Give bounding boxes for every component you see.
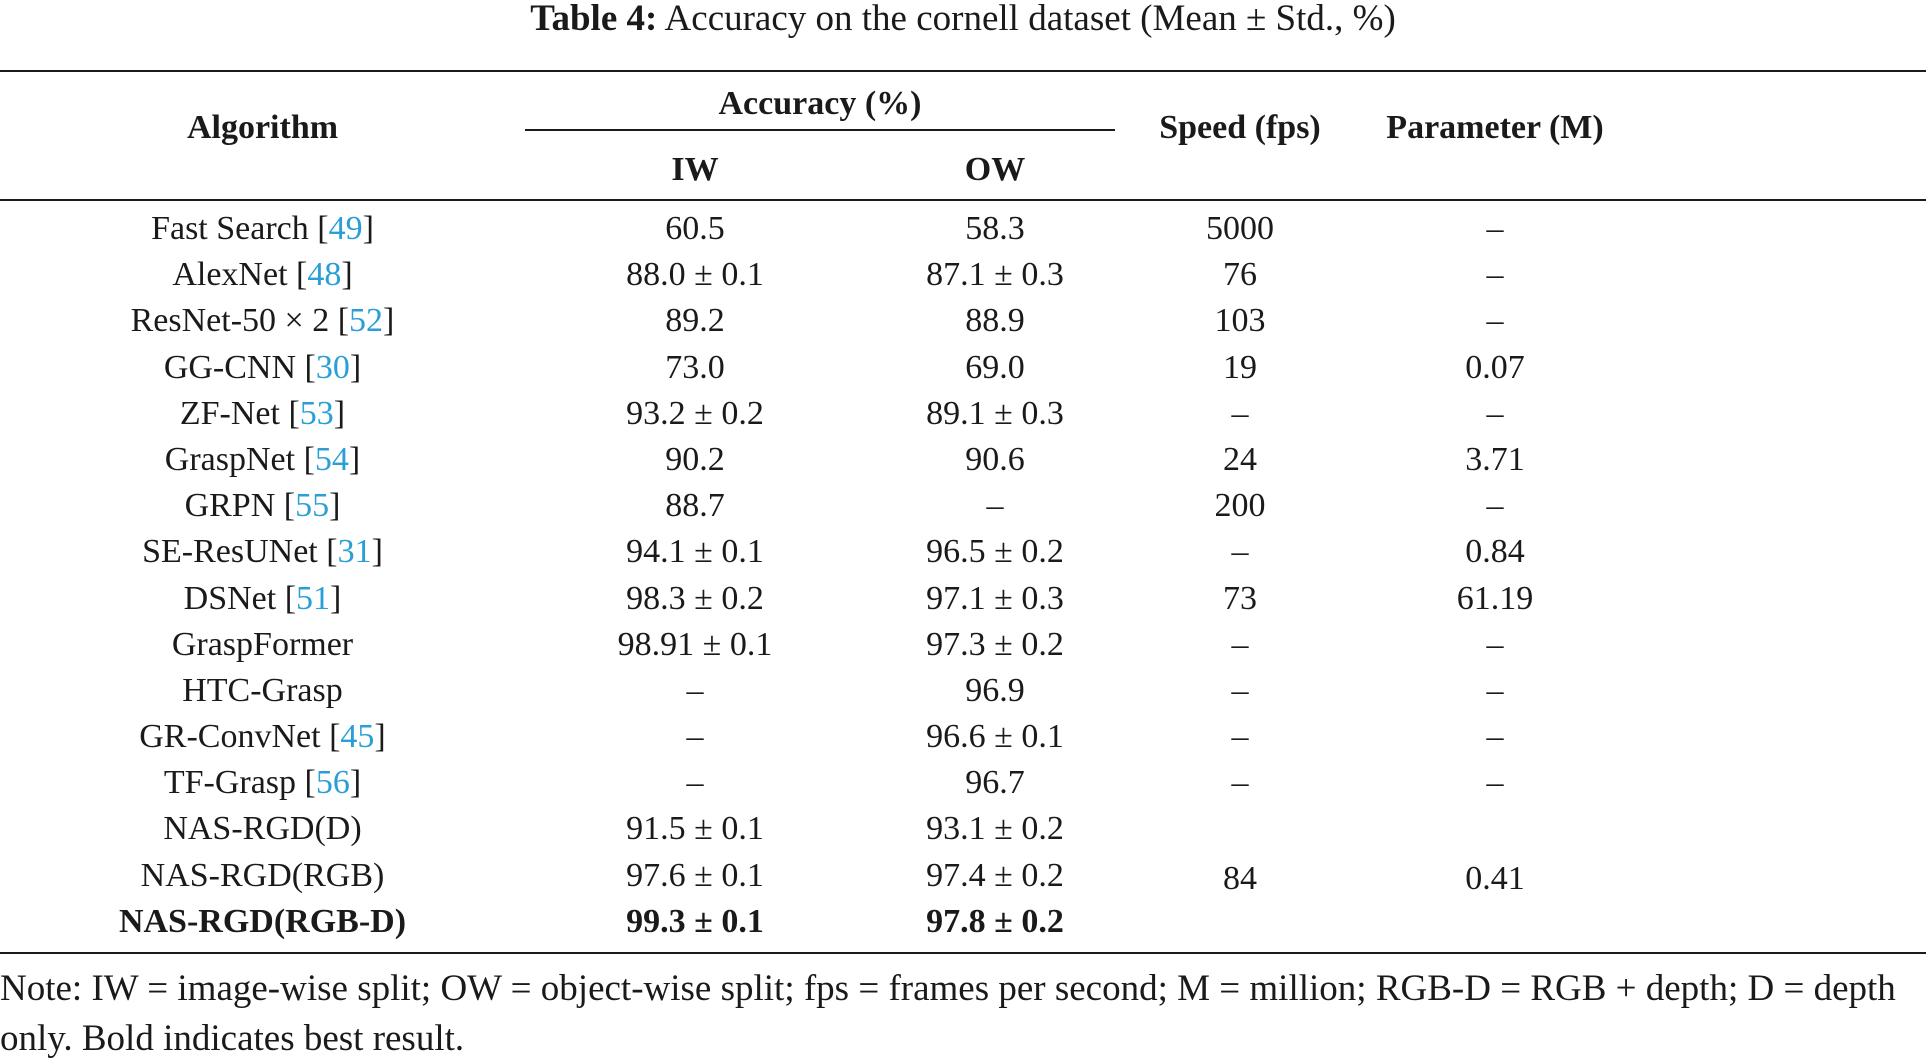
table-row	[0, 529, 1926, 575]
bracket-close: ]	[333, 394, 346, 432]
algorithm-name: GR-ConvNet	[139, 718, 321, 756]
iw-cell: 98.91 ± 0.1	[617, 625, 773, 663]
bracket-open: [	[304, 764, 316, 802]
ow-cell: 89.1 ± 0.3	[926, 394, 1064, 432]
ow-cell: –	[986, 487, 1004, 525]
algorithm-name: GraspFormer	[171, 625, 354, 663]
ow-cell: 93.1 ± 0.2	[926, 810, 1064, 848]
bracket-open: [	[283, 487, 296, 525]
speed-cell	[1115, 899, 1365, 945]
algorithm-name: GRPN	[184, 487, 276, 525]
speed-cell: –	[1231, 394, 1249, 432]
iw-cell: –	[686, 764, 704, 802]
ow-cell: 96.5 ± 0.2	[926, 533, 1064, 571]
table-note: Note: IW = image-wise split; OW = object-wise split; fps = frames per second; M = million; RGB-D = RGB + depth; D = depth only. Bold indicates best result.	[0, 968, 1896, 1059]
speed-cell: –	[1231, 764, 1249, 802]
speed-cell: 200	[1214, 487, 1266, 525]
nas-param-cell: 0.41	[1465, 860, 1525, 897]
bottom-rule	[0, 952, 1926, 954]
bracket-open: [	[317, 210, 329, 247]
algorithm-name: ZF-Net	[179, 394, 280, 432]
ow-cell: 97.8 ± 0.2	[926, 902, 1064, 940]
iw-cell: –	[686, 671, 704, 709]
iw-cell: 97.6 ± 0.1	[626, 856, 764, 894]
speed-cell: 103	[1214, 302, 1266, 340]
table-row	[0, 298, 1926, 344]
algorithm-name: NAS-RGD(RGB-D)	[118, 902, 407, 940]
table-row	[0, 576, 1926, 622]
iw-cell: 99.3 ± 0.1	[626, 902, 764, 940]
table-row	[0, 345, 1926, 391]
algorithm-name: NAS-RGD(RGB)	[140, 856, 385, 894]
parameter-cell: –	[1486, 718, 1504, 756]
algorithm-name: GraspNet	[164, 440, 296, 478]
bracket-open: [	[326, 533, 338, 571]
speed-cell: 24	[1223, 440, 1257, 478]
ow-cell: 58.3	[965, 210, 1025, 247]
speed-cell	[1115, 806, 1365, 852]
ow-cell: 90.6	[965, 440, 1025, 478]
caption-label: Table 4:	[530, 0, 658, 39]
reference-link[interactable]: 56	[315, 764, 350, 802]
reference-link[interactable]: 52	[349, 302, 384, 340]
algorithm-cell	[0, 576, 525, 622]
table-row	[0, 853, 1926, 899]
iw-cell: 91.5 ± 0.1	[626, 810, 764, 848]
parameter-cell: –	[1486, 487, 1504, 525]
algorithm-cell	[0, 760, 525, 806]
table-row	[0, 760, 1926, 806]
algorithm-cell	[0, 483, 525, 529]
bracket-open: [	[296, 256, 308, 294]
parameter-cell: –	[1486, 256, 1504, 294]
reference-link[interactable]: 49	[328, 210, 363, 247]
header-parameter: Parameter (M)	[1386, 109, 1604, 146]
bracket-open: [	[284, 579, 297, 617]
parameter-cell: –	[1486, 671, 1504, 709]
table-row	[0, 437, 1926, 483]
ow-cell: 97.3 ± 0.2	[926, 625, 1064, 663]
table-row	[0, 714, 1926, 760]
bracket-close: ]	[349, 348, 362, 386]
speed-cell: 76	[1223, 256, 1257, 294]
bracket-open: [	[303, 440, 315, 478]
parameter-cell: –	[1486, 394, 1504, 432]
bracket-close: ]	[349, 764, 362, 802]
algorithm-name: DSNet	[183, 579, 277, 617]
bracket-close: ]	[374, 718, 386, 756]
iw-cell: 90.2	[665, 440, 725, 478]
ow-cell: 97.4 ± 0.2	[926, 856, 1064, 894]
header-ow: OW	[964, 151, 1026, 188]
table-row	[0, 899, 1926, 945]
parameter-cell: –	[1486, 302, 1504, 340]
algorithm-cell	[0, 345, 525, 391]
iw-cell: 94.1 ± 0.1	[626, 533, 764, 571]
bracket-close: ]	[330, 579, 342, 617]
parameter-cell: –	[1486, 764, 1504, 802]
speed-cell: 73	[1223, 579, 1257, 617]
top-rule	[0, 70, 1926, 72]
bracket-open: [	[304, 348, 316, 386]
algorithm-name: SE-ResUNet	[142, 533, 318, 571]
algorithm-cell	[0, 529, 525, 575]
table-row	[0, 252, 1926, 298]
ow-cell: 97.1 ± 0.3	[926, 579, 1064, 617]
parameter-cell: –	[1486, 210, 1504, 247]
algorithm-cell	[0, 206, 525, 252]
bracket-close: ]	[348, 440, 361, 478]
ow-cell: 96.9	[965, 671, 1025, 709]
reference-link[interactable]: 48	[307, 256, 342, 294]
iw-cell: 89.2	[665, 302, 725, 340]
speed-cell: –	[1231, 671, 1249, 709]
algorithm-name: ResNet-50 × 2	[130, 302, 330, 340]
algorithm-cell	[0, 853, 525, 899]
ow-cell: 69.0	[965, 348, 1025, 386]
algorithm-cell	[0, 899, 525, 945]
algorithm-name: HTC-Grasp	[182, 671, 343, 709]
bracket-close: ]	[329, 487, 341, 525]
table-row	[0, 483, 1926, 529]
speed-cell: 5000	[1206, 210, 1274, 247]
algorithm-cell	[0, 252, 525, 298]
reference-link[interactable]: 55	[295, 487, 330, 525]
accuracy-underline	[525, 129, 1115, 131]
speed-cell: 19	[1223, 348, 1257, 386]
algorithm-name: Fast Search	[151, 210, 309, 247]
iw-cell: 88.0 ± 0.1	[626, 256, 764, 294]
parameter-cell: 61.19	[1456, 579, 1534, 617]
algorithm-cell	[0, 668, 525, 714]
algorithm-cell	[0, 298, 525, 344]
bracket-open: [	[288, 394, 300, 432]
table-row	[0, 806, 1926, 852]
bracket-close: ]	[341, 256, 353, 294]
bracket-open: [	[337, 302, 350, 340]
table-caption	[0, 0, 1926, 38]
ow-cell: 96.7	[965, 764, 1025, 802]
algorithm-cell	[0, 391, 525, 437]
algorithm-name: TF-Grasp	[163, 764, 297, 802]
ow-cell: 96.6 ± 0.1	[926, 718, 1064, 756]
header-speed: Speed (fps)	[1159, 109, 1321, 146]
parameter-cell: 0.84	[1465, 533, 1525, 571]
caption-text: Accuracy on the cornell dataset (Mean ± Std., %)	[664, 0, 1396, 39]
reference-link[interactable]: 51	[296, 579, 331, 617]
header-rule	[0, 199, 1926, 201]
table-body	[0, 206, 1926, 945]
bracket-close: ]	[371, 533, 383, 571]
ow-cell: 88.9	[965, 302, 1025, 340]
parameter-cell: 3.71	[1465, 440, 1525, 478]
header-algorithm: Algorithm	[186, 109, 339, 146]
algorithm-name: AlexNet	[172, 256, 288, 294]
speed-cell: –	[1231, 718, 1249, 756]
bracket-close: ]	[383, 302, 395, 340]
reference-link[interactable]: 54	[314, 440, 349, 478]
nas-speed-cell: 84	[1223, 860, 1257, 897]
algorithm-name: GG-CNN	[163, 348, 297, 386]
parameter-cell	[1360, 899, 1630, 945]
iw-cell: –	[686, 718, 704, 756]
reference-link[interactable]: 31	[337, 533, 372, 571]
reference-link[interactable]: 30	[315, 348, 350, 386]
header-accuracy: Accuracy (%)	[718, 85, 922, 122]
algorithm-cell	[0, 622, 525, 668]
iw-cell: 60.5	[665, 210, 725, 247]
iw-cell: 98.3 ± 0.2	[626, 579, 764, 617]
table-row	[0, 391, 1926, 437]
speed-cell: –	[1231, 533, 1249, 571]
iw-cell: 73.0	[665, 348, 725, 386]
iw-cell: 93.2 ± 0.2	[626, 394, 764, 432]
table-row	[0, 622, 1926, 668]
table-row	[0, 668, 1926, 714]
bracket-open: [	[329, 718, 341, 756]
parameter-cell	[1360, 806, 1630, 852]
algorithm-cell	[0, 714, 525, 760]
algorithm-cell	[0, 806, 525, 852]
algorithm-cell	[0, 437, 525, 483]
header-iw: IW	[671, 151, 719, 188]
ow-cell: 87.1 ± 0.3	[926, 256, 1064, 294]
parameter-cell: –	[1486, 625, 1504, 663]
reference-link[interactable]: 45	[340, 718, 375, 756]
bracket-close: ]	[362, 210, 374, 247]
reference-link[interactable]: 53	[299, 394, 334, 432]
speed-cell: –	[1231, 625, 1249, 663]
table-row	[0, 206, 1926, 252]
parameter-cell: 0.07	[1465, 348, 1525, 386]
iw-cell: 88.7	[665, 487, 725, 525]
algorithm-name: NAS-RGD(D)	[163, 810, 362, 848]
